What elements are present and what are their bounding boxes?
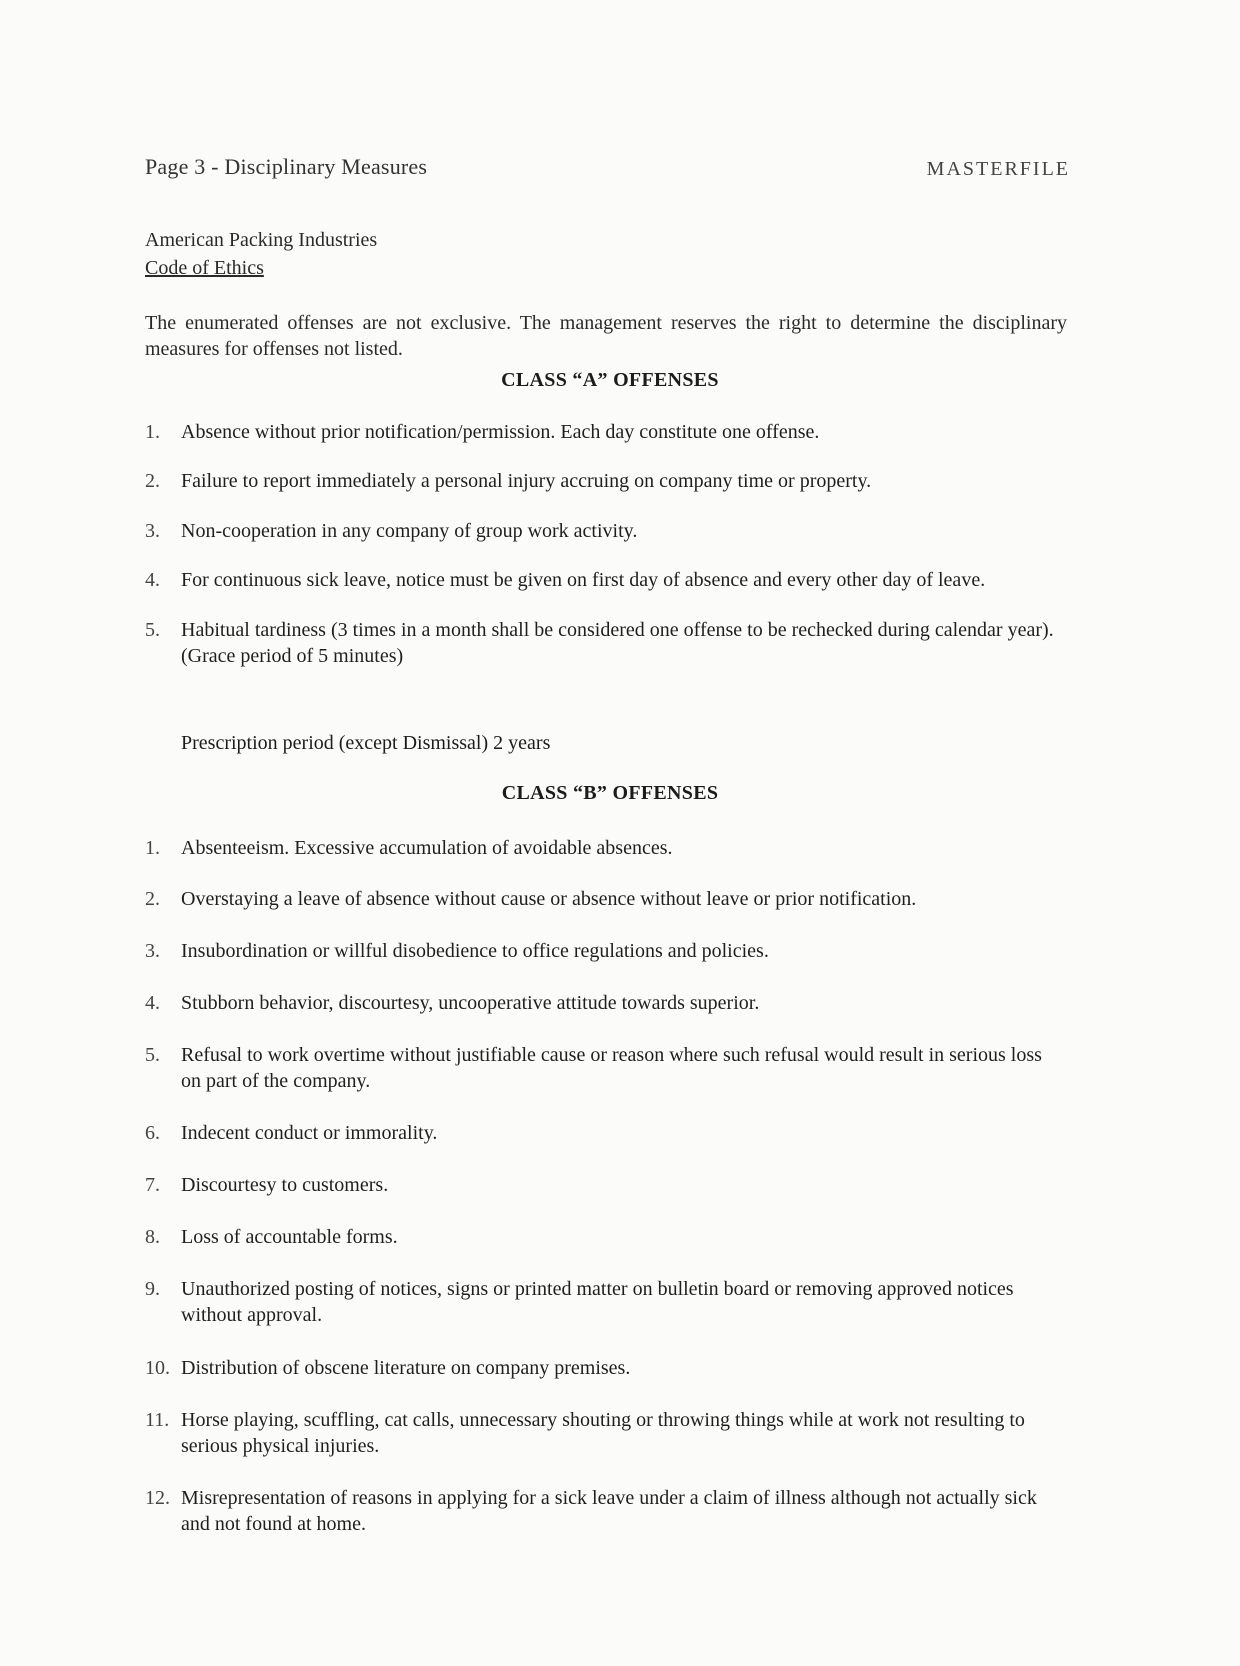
item-number: 10.	[145, 1357, 170, 1379]
item-number: 3.	[145, 940, 160, 962]
class-b-item	[145, 1276, 1065, 1328]
class-b-item	[145, 1485, 1065, 1537]
item-number: 12.	[145, 1487, 170, 1509]
item-text: Failure to report immediately a personal injury accruing on company time or property.	[181, 470, 872, 492]
class-b-item	[145, 1224, 1065, 1250]
item-text: Loss of accountable forms.	[181, 1226, 398, 1248]
class-b-item	[145, 1172, 1065, 1198]
class-a-item	[145, 567, 1065, 593]
item-number: 2.	[145, 888, 160, 910]
class-b-heading: CLASS “B” OFFENSES	[501, 782, 719, 804]
item-text: Unauthorized posting of notices, signs or printed matter on bulletin board or removing approved notices without approval.	[181, 1278, 1014, 1326]
item-text: Non-cooperation in any company of group work activity.	[181, 520, 638, 542]
class-b-item	[145, 990, 1065, 1016]
item-number: 11.	[145, 1409, 170, 1431]
item-number: 9.	[145, 1278, 160, 1300]
item-text: Indecent conduct or immorality.	[181, 1122, 438, 1144]
item-number: 5.	[145, 619, 160, 641]
page-header-title: Page 3 - Disciplinary Measures	[145, 154, 428, 179]
class-b-item	[145, 1042, 1065, 1094]
organization-block	[145, 226, 377, 282]
item-number: 7.	[145, 1174, 160, 1196]
class-a-item	[145, 419, 1065, 445]
class-b-item	[145, 1355, 1065, 1381]
masterfile-stamp: MASTERFILE	[926, 158, 1070, 180]
item-number: 4.	[145, 569, 160, 591]
item-text: Stubborn behavior, discourtesy, uncooperative attitude towards superior.	[181, 992, 760, 1014]
class-a-heading: CLASS “A” OFFENSES	[501, 369, 719, 391]
item-text: Overstaying a leave of absence without cause or absence without leave or prior notification.	[181, 888, 917, 910]
item-text: Refusal to work overtime without justifiable cause or reason where such refusal would result in serious loss on part of the company.	[181, 1044, 1042, 1092]
item-text: For continuous sick leave, notice must be given on first day of absence and every other day of leave.	[181, 569, 986, 591]
item-number: 1.	[145, 421, 160, 443]
class-b-item	[145, 938, 1065, 964]
class-a-item	[145, 468, 1065, 494]
class-a-item	[145, 518, 1065, 544]
item-number: 4.	[145, 992, 160, 1014]
item-text: Insubordination or willful disobedience to office regulations and policies.	[181, 940, 769, 962]
item-number: 1.	[145, 837, 160, 859]
item-number: 8.	[145, 1226, 160, 1248]
item-text: Habitual tardiness (3 times in a month shall be considered one offense to be rechecked during calendar year). (Grace period of 5 minutes)	[181, 619, 1054, 667]
item-text: Absenteeism. Excessive accumulation of avoidable absences.	[181, 837, 673, 859]
item-text: Absence without prior notification/permission. Each day constitute one offense.	[181, 421, 820, 443]
item-number: 3.	[145, 520, 160, 542]
item-text: Distribution of obscene literature on company premises.	[181, 1357, 631, 1379]
class-b-item	[145, 886, 1065, 912]
intro-paragraph: The enumerated offenses are not exclusive. The management reserves the right to determine the disciplinary measures for offenses not listed.	[145, 312, 1067, 360]
item-text: Misrepresentation of reasons in applying for a sick leave under a claim of illness although not actually sick and not found at home.	[181, 1487, 1037, 1535]
item-text: Discourtesy to customers.	[181, 1174, 389, 1196]
class-b-item	[145, 1407, 1065, 1459]
item-number: 2.	[145, 470, 160, 492]
item-text: Horse playing, scuffling, cat calls, unnecessary shouting or throwing things while at work not resulting to serious physical injuries.	[181, 1409, 1025, 1457]
class-b-item	[145, 835, 1065, 861]
organization-name: American Packing Industries	[145, 229, 378, 251]
prescription-note: Prescription period (except Dismissal) 2 years	[181, 732, 551, 754]
class-b-item	[145, 1120, 1065, 1146]
document-name: Code of Ethics	[145, 257, 264, 279]
item-number: 6.	[145, 1122, 160, 1144]
item-number: 5.	[145, 1044, 160, 1066]
class-a-item	[145, 617, 1065, 669]
